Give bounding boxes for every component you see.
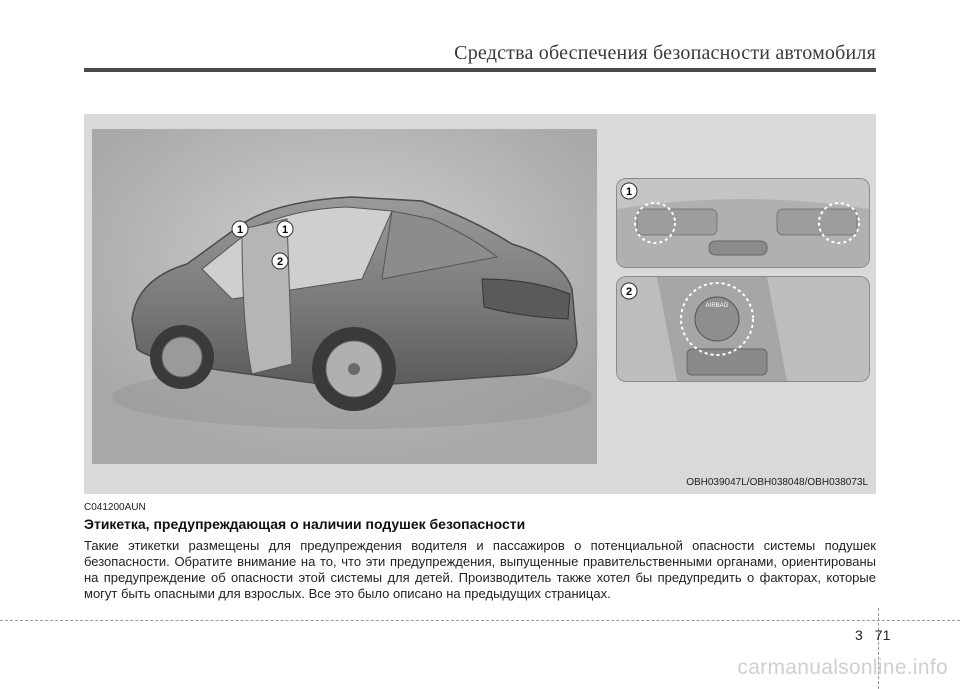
section-body: Такие этикетки размещены для предупреждения водителя и пассажиров о потенциальной опасности системы подушек безопасности. Обратите внимание на то, что эти предупреждения, выпущенные правительственными органами, ориентированы на предупреждение об опасности этой системы для детей. Производитель также хотел бы предупредить о факторах, которые могут быть опасными для взрослых. Все это было описано на предыдущих страницах. xyxy=(84,538,876,601)
callout-1b xyxy=(277,221,293,237)
sun-visor-icon xyxy=(617,179,869,267)
section-code: C041200AUN xyxy=(84,502,146,513)
airbag-warning-icon xyxy=(617,277,869,381)
figure xyxy=(84,114,876,494)
callout-2 xyxy=(272,253,288,269)
svg-text:2: 2 xyxy=(276,256,284,268)
detail-callout-1: 1 xyxy=(625,186,633,198)
sun-visor-detail xyxy=(616,178,870,268)
airbag-label-detail xyxy=(616,276,870,382)
page-number-value: 71 xyxy=(874,627,891,643)
header-title: Средства обеспечения безопасности автомобиля xyxy=(454,42,876,64)
header-rule xyxy=(84,68,876,72)
page-number xyxy=(855,627,890,643)
watermark: carmanualsonline.info xyxy=(737,656,948,679)
svg-text:1: 1 xyxy=(281,224,289,236)
footer-rule xyxy=(0,620,960,621)
section-heading: Этикетка, предупреждающая о наличии подушек безопасности xyxy=(84,516,526,532)
car-illustration-panel xyxy=(92,129,597,464)
callout-1a xyxy=(232,221,248,237)
car-illustration xyxy=(92,129,597,464)
figure-caption: OBH039047L/OBH038048/OBH038073L xyxy=(686,477,868,488)
chapter-number: 3 xyxy=(855,627,863,643)
detail-callout-2: 2 xyxy=(625,286,633,298)
svg-text:1: 1 xyxy=(236,224,244,236)
airbag-label-text: AIRBAG xyxy=(705,303,729,309)
